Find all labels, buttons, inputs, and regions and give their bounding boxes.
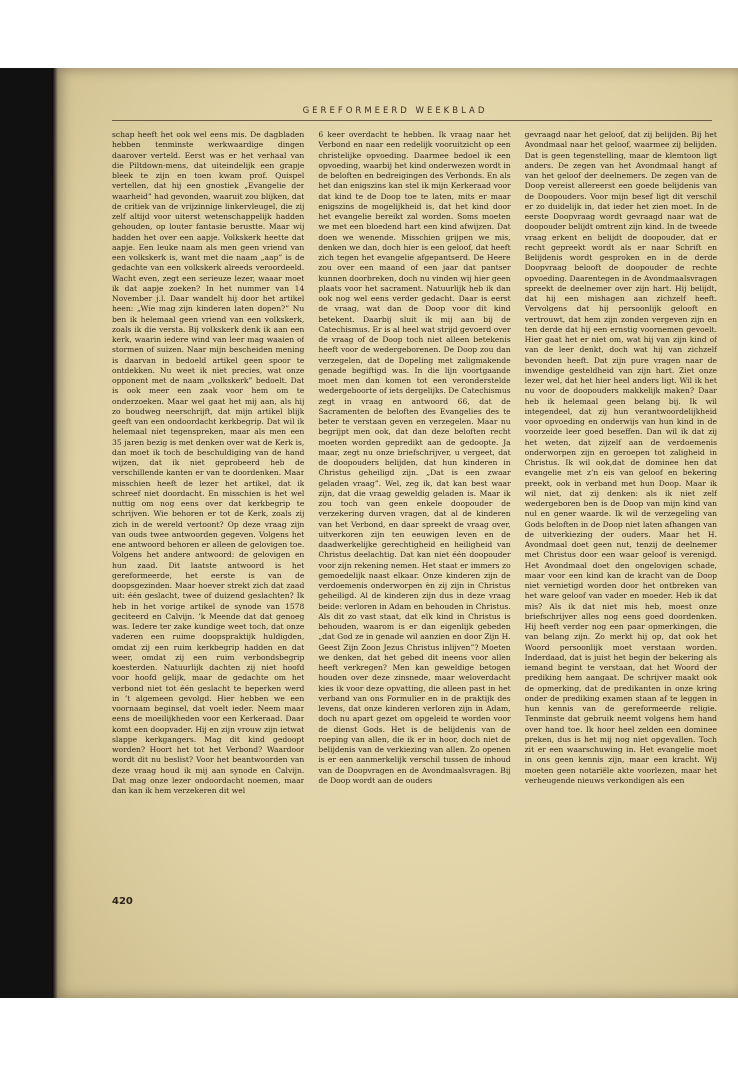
column-left: schap heeft het ook wel eens mis. De dagbladen hebben tenminste werkwaardige dingen daarover verteld. Eerst was er het verhaal van die Piltdown-mens, dat uiteindelijk een grapje bleek te zijn en toen kwam prof. Quispel vertellen, dat hij een gnostiek „Evangelie der waarheid” had gevonden, waaruit zou blijken, dat de critiek van de vrijzinnige linkervleugel, die zij zelf altijd voor uiterst wetenschappelijk hadden gehouden, op louter fantasie berustte. Maar wij hadden het over een aapje. Volkskerk heette dat aapje. Een leuke naam als men geen vriend van een volkskerk is, want met die naam „aap” is de gedachte van een volkskerk alreeds veroordeeld. Wacht even, zegt een serieuze lezer, waaar moet ik dat aapje zoeken? In het nummer van 14 November j.l. Daar wandelt hij door het artikel heen: „Wie mag zijn kinderen laten dopen?” Nu ben ik helemaal geen vriend van een volkskerk, zoals ik die versta. Bij volkskerk denk ik aan een kerk, waarin iedere wind van leer mag waaien of stormen of suizen. Naar mijn bescheiden mening is daarvan in bedoeld artikel geen spoor te ontdekken. Nu weet ik niet precies, wat onze opponent met de naam „volkskerk” bedoelt. Dat is ook meer een zaak voor hem om te onderzoeken. Maar wel gaat het mij aan, als hij zo boudweg neerschrijft, dat mijn artikel blijk geeft van een ondoordacht kerkbegrip. Dat wil ik helemaal niet tegenspreken, maar als men een 35 jaren bezig is met denken over wat de Kerk is, dan moet ik toch de beschuldiging van de hand wijzen, dat ik niet geprobeerd heb de verschillende kanten er van te doordenken. Maar misschien heeft de lezer het artikel, dat ik schreef niet doordacht. En misschien is het wel nuttig om nog eens over dat kerkbegrip te schrijven. Wie behoren er tot de Kerk, zoals zij zich in de wereld vertoont? Op deze vraag zijn van ouds twee antwoorden gegeven. Volgens het ene antwoord behoren er alleen de gelovigen toe. Volgens het andere antwoord: de gelovigen en hun zaad. Dit laatste antwoord is het gereformeerde, het eerste is van de doopsgezinden. Maar hoever strekt zich dat zaad uit: één geslacht, twee of duizend geslachten? Ik heb in het vorige artikel de synode van 1578 geciteerd en Calvijn. ’k Meende dat dat genoeg was. Iedere ter zake kundige weet toch, dat onze vaderen een ruime doopspraktijk huldigden, omdat zij een ruim kerkbegrip hadden en dat weer, omdat zij een ruim verbondsbegrip koesterden. Natuurlijk dachten zij niet hoofd voor hoofd gelijk, maar de gedachte om het verbond niet tot één geslacht te beperken werd in ’t algemeen gevolgd. Hier hebben we een voornaam beginsel, dat voelt ieder. Neem maar eens de moeilijkheden voor een Kerkeraad. Daar komt een doopvader. Hij en zijn vrouw zijn ietwat slappe kerkgangers. Mag dit kind gedoopt worden? Hoort het tot het Verbond? Waardoor wordt dit nu beslist? Voor het beantwoorden van deze vraag houd ik mij aan synode en Calvijn. Dat mag onze lezer ondoordacht noemen, maar dan kan ik hem verzekeren dit wel [112,130,305,795]
column-middle: 6 keer overdacht te hebben. Ik vraag naar het Verbond en naar een redelijk vooruitzicht op een christelijke opvoeding. Daarmee bedoel ik een opvoeding, waarbij het kind onderwezen wordt in de beloften en bedreigingen des Verbonds. En als het dan enigszins kan stel ik mijn Kerkeraad voor dat kind te de Doop toe te laten, mits er maar enigszins de mogelijkheid is, dat het kind door het evangelie bereikt zal worden. Soms moeten we met een bloedend hart een kind afwijzen. Dat doen we wenende. Misschien grijpen we mis, denken we dan, doch hier is een geloof, dat heeft zich tegen het evangelie afgepantserd. De Heere zou over een maand of een jaar dat pantser kunnen doorbreken, doch nu vinden wij hier geen plaats voor het sacrament. Natuurlijk heb ik dan ook nog wel eens verder gedacht. Daar is eerst de vraag, wat dan de Doop voor dit kind betekent. Daarbij sluit ik mij aan bij de Catechismus. Er is al heel wat strijd gevoerd over de vraag of de Doop toch niet alleen betekenis heeft voor de wedergeborenen. De Doop zou dan verzegelen, dat de Dopeling met zaligmakende genade begiftigd was. In die lijn voortgaande moet men dan komen tot een veronderstelde wedergeboorte of iets dergelijks. De Catechismus zegt in vraag en antwoord 66, dat de Sacramenten de beloften des Evangelies des te beter te verstaan geven en verzegelen. Maar nu begrijpt men ook, dat dan deze beloften recht moeten worden gepredikt aan de gedoopte. Ja maar, zegt nu onze briefschrijver, u vergeet, dat de doopouders belijden, dat hun kinderen in Christus geheiligd zijn. „Dat is een zwaar geladen vraag”. Wel, zeg ik, dat kan best waar zijn, dat die vraag geweldig geladen is. Maar ik zou toch van geen enkele doopouder de verzekering durven vragen, dat al de kinderen van het Verbond, en daar spreekt de vraag over, uitverkoren zijn ten eeuwigen leven en de daadwerkelijke gerechtigheid en heiligheid van Christus deelachtig. Dat kan niet één doopouder voor zijn rekening nemen. Het staat er immers zo gemoedelijk naast elkaar. Onze kinderen zijn de verdoemenis onderworpen èn zij zijn in Christus geheiligd. Al de kinderen zijn dus in deze vraag beide: verloren in Adam en behouden in Christus. Als dit zo vast staat, dat elk kind in Christus is behouden, waarom is er dan eigenlijk gebeden „dat God ze in genade wil aanzien en door Zijn H. Geest Zijn Zoon Jezus Christus inlijven”? Moeten we denken, dat het gebed dit ineens voor allen heeft verkregen? Men kan geweldige betogen houden over deze zinsnede, maar weloverdacht kies ik voor deze opvatting, die alleen past in het verband van ons Formulier en in de praktijk des levens, dat onze kinderen verloren zijn in Adam, doch nu apart gezet om opgeleid te worden voor de dienst Gods. Het is de belijdenis van de roeping van allen, die ik er in hoor, doch niet de belijdenis van de verkiezing van allen. Zo openen is er een aanmerkelijk verschil tussen de inhoud van de Doopvragen en de Avondmaalsvragen. Bij de Doop wordt aan de ouders [318,130,511,785]
column-right: gevraagd naar het geloof, dat zij belijden. Bij het Avondmaal naar het geloof, waarmee zij belijden. Dat is geen tegenstelling, maar de klemtoon ligt anders. De zegen van het Avondmaal hangt af van het geloof der deelnemers. De zegen van de Doop vereist allereerst een goede belijdenis van de Doopouders. Voor mijn besef ligt dit verschil er zo duidelijk in, dat ieder het zien moet. In de eerste Doopvraag wordt gevraagd naar wat de doopouder belijdt omtrent zijn kind. In de tweede vraag erkent en belijdt de doopouder, dat er recht gepreekt wordt als er naar Schrift en Belijdenis wordt gesproken en in de derde Doopvraag belooft de doopouder de rechte opvoeding. Daarentegen in de Avondmaalsvragen spreekt de deelnemer over zijn hart. Hij belijdt, dat hij een mishagen aan zichzelf heeft. Vervolgens dat hij persoonlijk gelooft en vertrouwt, dat hem zijn zonden vergeven zijn en ten derde dat hij een ernstig voornemen gevoelt. Hier gaat het er niet om, wat hij van zijn kind of van de leer denkt, doch wat hij van zichzelf bevonden heeft. Dat zijn pure vragen naar de inwendige gesteldheid van zijn hart. Ziet onze lezer wel, dat het hier heel anders ligt. Wil ik het nu voor de doopouders makkelijk maken? Daar heb ik helemaal geen belang bij. Ik wil integendeel, dat zij hun verantwoordelijkheid voor opvoeding en onderwijs van hun kind in de voorzeide leer goed beseffen. Dan wil ik dat zij het weten, dat zijzelf aan de verdoemenis onderworpen zijn en geroepen tot zaligheid in Christus. Ik wil ook,dat de dominee hen dat evangelie met z’n eis van geloof en bekering preekt, ook in verband met hun Doop. Maar ik wil niet, dat zij denken: als ik niet zelf wedergeboren ben is de Doop van mijn kind van nul en gener waarde. Ik wil de verzegeling van Gods beloften in de Doop niet laten afhangen van de uitverkiezing der ouders. Maar het H. Avondmaal doet geen nut, tenzij de deelnemer met Christus door een waar geloof is verenigd. Het Avondmaal doet den ongelovigen schade, maar voor een kind kan de kracht van de Doop niet vernietigd worden door het ontbreken van het ware geloof van vader en moeder. Heb ik dat mis? Als ik dat niet mis heb, moest onze briefschrijver alles nog eens goed doordenken. Hij heeft verder nog een paar opmerkingen, die van belang zijn. Zo merkt hij op, dat ook het Woord persoonlijk moet verstaan worden. Inderdaad, dat is juist het begin der bekering als iemand begint te verstaan, dat het Woord der prediking hem aangaat. De schrijver maakt ook de opmerking, dat de predikanten in onze kring onder de prediking examen staan af te leggen in hun kennis van de gereformeerde religie. Tenminste dat gebruik neemt volgens hem hand over hand toe. Ik hoor heel zelden een dominee preken, dus is het mij nog niet opgevallen. Toch zit er een waarschuwing in. Het evangelie moet in ons geen kennis zijn, maar een kracht. Wij moeten geen notariële akte voorlezen, maar het verheugende nieuws verkondigen als een [524,130,717,785]
magazine-page [52,68,738,998]
scanned-page-background [0,68,738,998]
header-rule [112,120,712,121]
page-number: 420 [112,896,133,907]
running-header: GEREFORMEERD WEEKBLAD [302,106,488,116]
text-columns [112,130,717,910]
binding-shadow [52,68,58,998]
